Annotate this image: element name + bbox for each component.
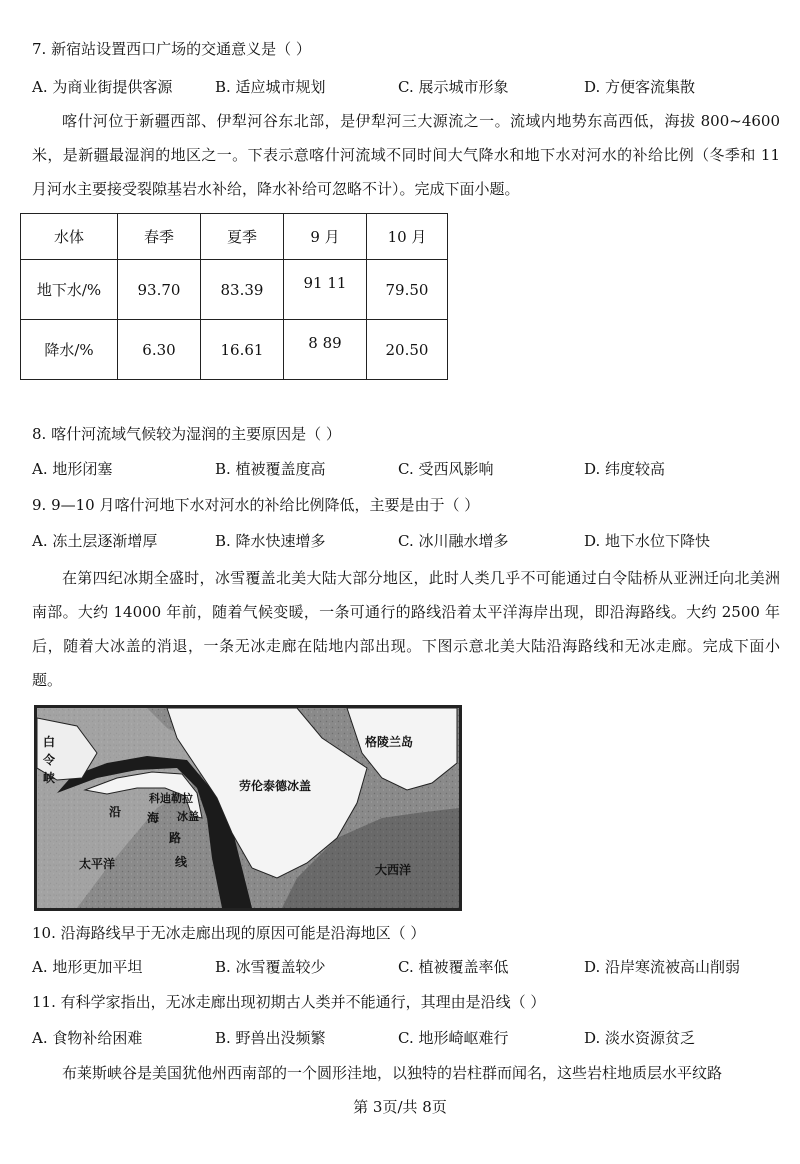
- q11-option-b[interactable]: B. 野兽出没频繁: [215, 1029, 326, 1047]
- q7-option-b[interactable]: B. 适应城市规划: [215, 78, 326, 96]
- passage-north-america: 在第四纪冰期全盛时，冰雪覆盖北美大陆大部分地区，此时人类几乎不可能通过白令陆桥从亚洲迁向北美洲南部。大约 14000 年前，随着气候变暖，一条可通行的路线沿着太平洋海岸出现，即沿海路线。大约 2500 年后，随着大冰盖的消退，一条无冰走廊在陆地内部出现。下图示意北美大陆沿海路线和无冰走廊。完成下面小题。: [32, 569, 780, 689]
- label-coastal-route: 路: [169, 831, 182, 845]
- table-cell: 93.70: [118, 260, 201, 320]
- label-coastal-route: 海: [147, 811, 160, 825]
- q9-option-c[interactable]: C. 冰川融水增多: [398, 532, 509, 550]
- q9-options: [32, 530, 772, 552]
- q8-stem: 8. 喀什河流域气候较为湿润的主要原因是（ ）: [32, 425, 341, 443]
- label-bering: 令: [43, 753, 56, 767]
- label-greenland: 格陵兰岛: [365, 735, 414, 749]
- table-header: 10 月: [367, 214, 448, 260]
- table-cell: 8 89: [284, 320, 367, 380]
- table-cell: 降水/%: [21, 320, 118, 380]
- q10-option-a[interactable]: A. 地形更加平坦: [32, 958, 143, 976]
- q7-option-c[interactable]: C. 展示城市形象: [398, 78, 509, 96]
- q11-option-d[interactable]: D. 淡水资源贫乏: [584, 1029, 696, 1047]
- label-laurentide: 劳伦泰德冰盖: [239, 779, 312, 793]
- table-cell: 地下水/%: [21, 260, 118, 320]
- label-atlantic: 大西洋: [375, 863, 412, 877]
- recharge-table: [20, 213, 448, 380]
- q8-options: [32, 458, 772, 480]
- table-header: 9 月: [284, 214, 367, 260]
- q10-option-b[interactable]: B. 冰雪覆盖较少: [215, 958, 326, 976]
- label-coastal-route: 线: [175, 855, 188, 869]
- label-pacific: 太平洋: [79, 857, 116, 871]
- q8-option-c[interactable]: C. 受西风影响: [398, 460, 494, 478]
- label-cordilleran: 科迪勒拉: [149, 792, 193, 805]
- q10-option-d[interactable]: D. 沿岸寒流被高山削弱: [584, 958, 741, 976]
- table-row: [21, 260, 448, 320]
- q11-option-c[interactable]: C. 地形崎岖难行: [398, 1029, 509, 1047]
- q11-options: [32, 1027, 772, 1049]
- label-bering: 峡: [43, 771, 56, 785]
- table-cell: 16.61: [201, 320, 284, 380]
- label-coastal-route: 沿: [109, 805, 122, 819]
- q11-stem: 11. 有科学家指出，无冰走廊出现初期古人类并不能通行，其理由是沿线（ ）: [32, 993, 546, 1011]
- q9-option-b[interactable]: B. 降水快速增多: [215, 532, 326, 550]
- table-cell: 6.30: [118, 320, 201, 380]
- table-header: 水体: [21, 214, 118, 260]
- q7-option-a[interactable]: A. 为商业街提供客源: [32, 78, 173, 96]
- q9-option-d[interactable]: D. 地下水位下降快: [584, 532, 711, 550]
- q10-option-c[interactable]: C. 植被覆盖率低: [398, 958, 509, 976]
- q10-options: [32, 956, 772, 978]
- q9-stem: 9. 9—10 月喀什河地下水对河水的补给比例降低，主要是由于（ ）: [32, 496, 480, 514]
- q7-stem: 7. 新宿站设置西口广场的交通意义是（ ）: [32, 40, 311, 58]
- table-header: 春季: [118, 214, 201, 260]
- label-cordilleran: 冰盖: [177, 810, 199, 823]
- q10-stem: 10. 沿海路线早于无冰走廊出现的原因可能是沿海地区（ ）: [32, 924, 426, 942]
- table-header: 夏季: [201, 214, 284, 260]
- table-cell: 79.50: [367, 260, 448, 320]
- q11-option-a[interactable]: A. 食物补给困难: [32, 1029, 143, 1047]
- table-row: [21, 320, 448, 380]
- q8-option-a[interactable]: A. 地形闭塞: [32, 460, 113, 478]
- table-cell: 91 11: [284, 260, 367, 320]
- map-svg: [37, 708, 459, 908]
- north-america-route-map: [34, 705, 462, 911]
- table-cell: 83.39: [201, 260, 284, 320]
- q7-options: [32, 76, 772, 98]
- table-cell: 20.50: [367, 320, 448, 380]
- table-header-row: [21, 214, 448, 260]
- q9-option-a[interactable]: A. 冻土层逐渐增厚: [32, 532, 158, 550]
- q8-option-d[interactable]: D. 纬度较高: [584, 460, 666, 478]
- label-bering: 白: [43, 735, 56, 749]
- passage-bryce-canyon: 布莱斯峡谷是美国犹他州西南部的一个圆形洼地，以独特的岩柱群而闻名，这些岩柱地质层水平纹路: [62, 1064, 723, 1082]
- passage-kashi-river: 喀什河位于新疆西部、伊犁河谷东北部，是伊犁河三大源流之一。流域内地势东高西低，海拔 800~4600 米，是新疆最湿润的地区之一。下表示意喀什河流域不同时间大气降水和地下水对河水的补给比例（冬季和 11 月河水主要接受裂隙基岩水补给，降水补给可忽略不计）。完成下面小题。: [32, 112, 780, 198]
- page-footer: 第 3页/共 8页: [353, 1098, 447, 1116]
- q8-option-b[interactable]: B. 植被覆盖度高: [215, 460, 326, 478]
- q7-option-d[interactable]: D. 方便客流集散: [584, 78, 696, 96]
